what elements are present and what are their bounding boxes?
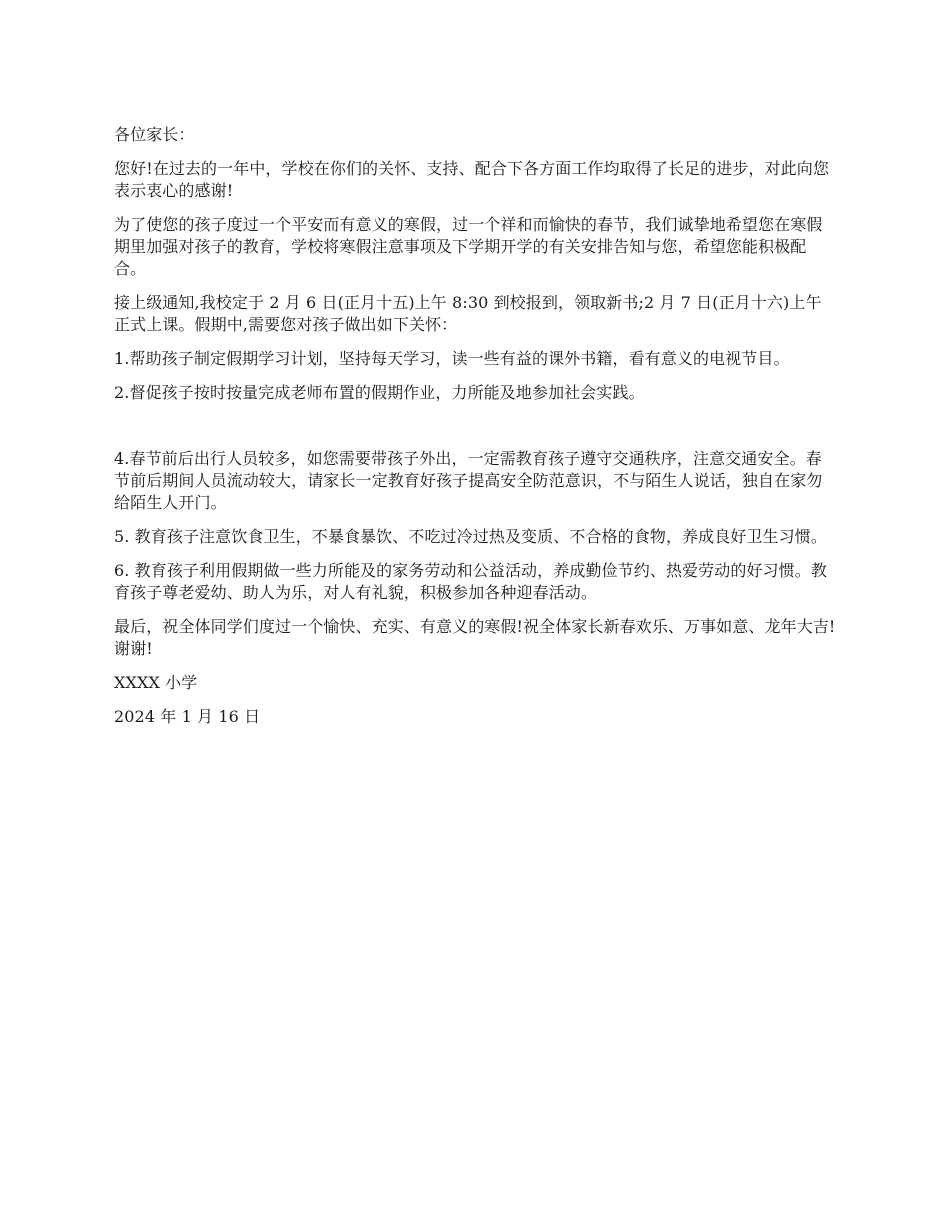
blank-gap bbox=[114, 416, 836, 448]
list-item: 1.帮助孩子制定假期学习计划，坚持每天学习，读一些有益的课外书籍，看有意义的电视节目。 bbox=[114, 349, 790, 368]
list-item: 6. 教育孩子利用假期做一些力所能及的家务劳动和公益活动，养成勤俭节约、热爱劳动的好习惯。教育孩子尊老爱幼、助人为乐，对人有礼貌，积极参加各种迎春活动。 bbox=[114, 561, 827, 602]
date: 2024 年 1 月 16 日 bbox=[114, 707, 261, 726]
signature: XXXX 小学 bbox=[114, 673, 198, 692]
salutation: 各位家长： bbox=[114, 125, 195, 144]
intro-paragraph: 您好!在过去的一年中，学校在你们的关怀、支持、配合下各方面工作均取得了长足的进步，对此向您表示衷心的感谢! bbox=[114, 159, 829, 200]
letter-document bbox=[114, 124, 836, 740]
closing-paragraph: 最后，祝全体同学们度过一个愉快、充实、有意义的寒假!祝全体家长新春欢乐、万事如意、龙年大吉!谢谢! bbox=[114, 617, 836, 658]
list-item: 5. 教育孩子注意饮食卫生，不暴食暴饮、不吃过冷过热及变质、不合格的食物，养成良好卫生习惯。 bbox=[114, 527, 827, 546]
list-item: 2.督促孩子按时按量完成老师布置的假期作业，力所能及地参加社会实践。 bbox=[114, 383, 645, 402]
list-item: 4.春节前后出行人员较多，如您需要带孩子外出，一定需教育孩子遵守交通秩序，注意交通安全。春节前后期间人员流动较大，请家长一定教育好孩子提高安全防范意识，不与陌生人说话，独自在家勿给陌生人开门。 bbox=[114, 449, 823, 512]
schedule-paragraph: 接上级通知,我校定于 2 月 6 日(正月十五)上午 8:30 到校报到，领取新书;2 月 7 日(正月十六)上午正式上课。假期中,需要您对孩子做出如下关怀： bbox=[114, 293, 822, 334]
purpose-paragraph: 为了使您的孩子度过一个平安而有意义的寒假，过一个祥和而愉快的春节，我们诚挚地希望您在寒假期里加强对孩子的教育，学校将寒假注意事项及下学期开学的有关安排告知与您，希望您能积极配合。 bbox=[114, 215, 823, 278]
